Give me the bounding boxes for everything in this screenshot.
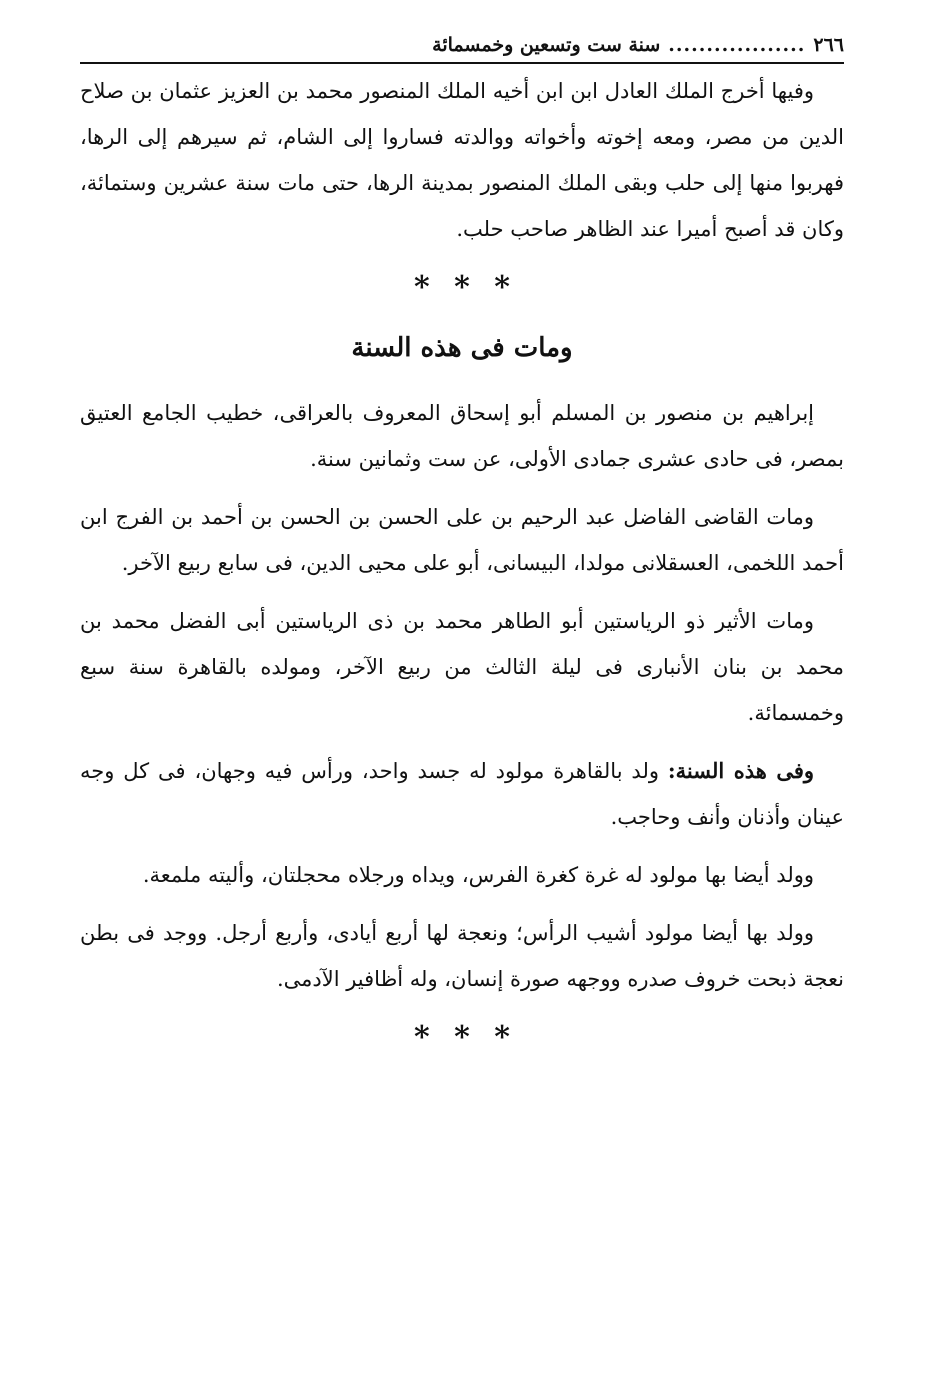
paragraph-qadi-al-fadil: ومات القاضى الفاضل عبد الرحيم بن على الحسن بن الحسن بن أحمد بن الفرج ابن أحمد اللخمى، العسقلانى مولدا، البيسانى، أبو على محيى الدين، فى سابع ربيع الآخر. [80,505,844,575]
paragraph-grey-haired-birth: وولد بها أيضا مولود أشيب الرأس؛ ونعجة لها أربع أيادى، وأربع أرجل. ووجد فى بطن نعجة ذبحت خروف صدره ووجهه صورة إنسان، وله أظافير الآدمى. [80,921,844,991]
paragraph-al-athir: ومات الأثير ذو الرياستين أبو الطاهر محمد بن ذى الرياستين أبى الفضل محمد بن محمد بن بنان الأنبارى فى ليلة الثالث من ربيع الآخر، ومولده بالقاهرة سنة سبع وخمسمائة. [80,609,844,725]
closing-divider-stars: * * * [414,1020,510,1055]
page-header [80,30,844,64]
paragraph-ibrahim-ibn-mansur: إبراهيم بن منصور بن المسلم أبو إسحاق المعروف بالعراقى، خطيب الجامع العتيق بمصر، فى حادى عشرى جمادى الأولى، عن ست وثمانين سنة. [80,401,844,471]
paragraph-blaze-birth: وولد أيضا بها مولود له غرة كغرة الفرس، ويداه ورجلاه محجلتان، وأليته ملمعة. [142,863,814,887]
book-page [80,30,844,1058]
paragraph-two-faced-birth [80,748,844,840]
paragraph-lead-phrase: وفى هذه السنة: [667,758,814,783]
paragraph-two-faced-birth-text: ولد بالقاهرة مولود له جسد واحد، ورأس فيه وجهان، فى كل وجه عينان وأذنان وأنف وحاجب. [80,759,844,829]
paragraph-al-mansur-exile: وفيها أخرج الملك العادل ابن ابن أخيه الملك المنصور محمد بن العزيز عثمان بن صلاح الدين من مصر، ومعه إخوته وأخواته ووالدته فساروا إلى الشام، ثم سيرهم إلى الرها، فهربوا منها إلى حلب وبقى الملك المنصور بمدينة الرها، حتى مات سنة عشرين وستمائة، وكان قد أصبح أميرا عند الظاهر صاحب حلب. [80,79,844,241]
header-leader-dots: .................. [668,34,806,56]
section-divider-stars: * * * [414,270,510,305]
running-title: سنة ست وتسعين وخمسمائة [432,34,661,56]
page-number: ٢٦٦ [813,34,844,56]
section-heading-deaths: ومات فى هذه السنة [351,333,573,363]
